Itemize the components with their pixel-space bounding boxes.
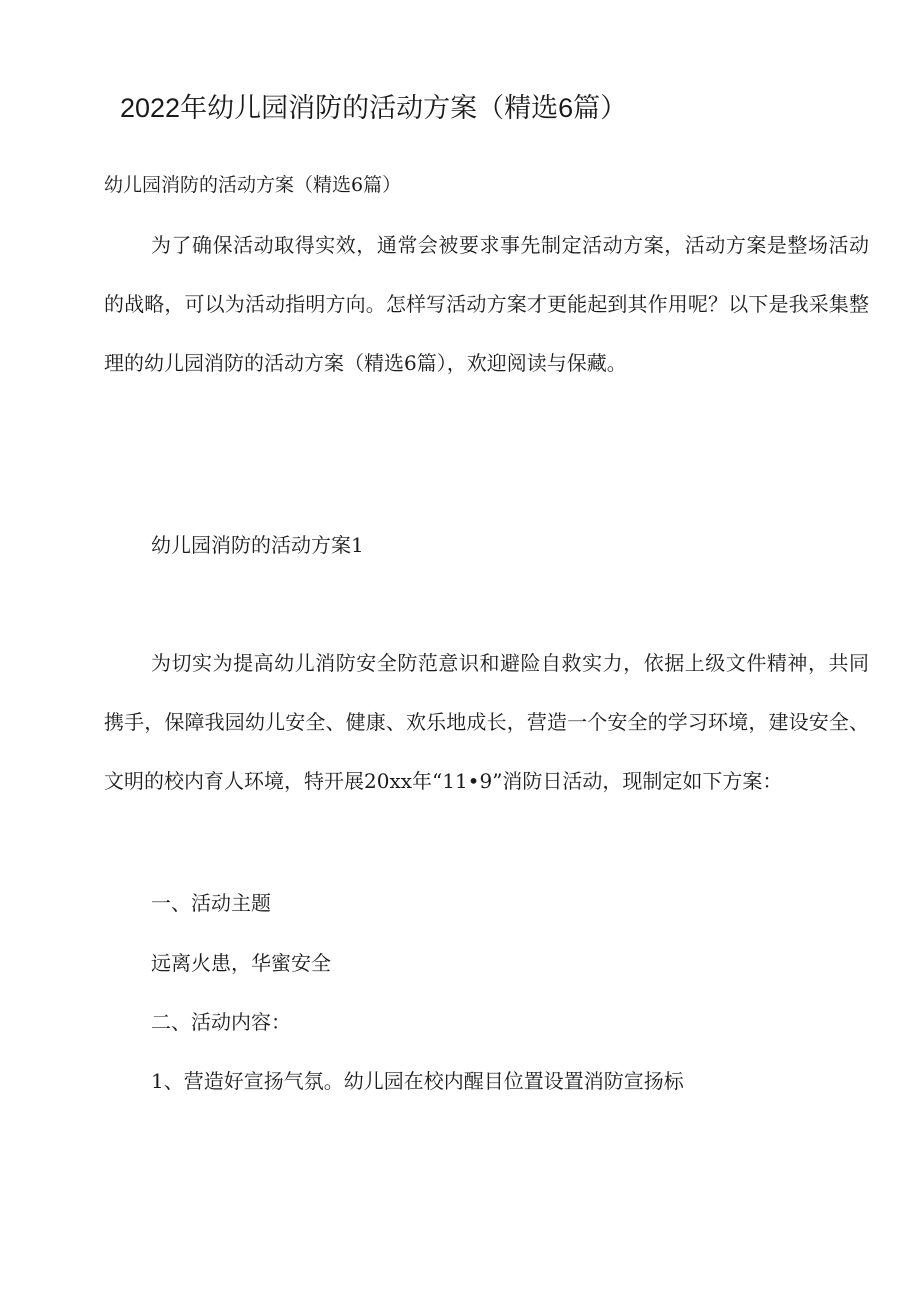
list-item: 1、营造好宣扬气氛。幼儿园在校内醒目位置设置消防宣扬标	[151, 1069, 684, 1093]
intro-paragraph: 为了确保活动取得实效，通常会被要求事先制定活动方案，活动方案是整场活动的战略，可以为活动指明方向。怎样写活动方案才更能起到其作用呢？以下是我采集整理的幼儿园消防的活动方案（精选6篇），欢迎阅读与保藏。	[104, 233, 869, 375]
activity-theme-text: 远离火患，华蜜安全	[151, 951, 331, 975]
document-title: 2022年幼儿园消防的活动方案（精选6篇）	[120, 93, 628, 123]
heading-activity-content: 二、活动内容：	[151, 1010, 291, 1034]
document-subtitle: 幼儿园消防的活动方案（精选6篇）	[104, 174, 402, 196]
section-title: 幼儿园消防的活动方案1	[151, 533, 364, 557]
body-paragraph: 为切实为提高幼儿消防安全防范意识和避险自救实力，依据上级文件精神，共同携手，保障我园幼儿安全、健康、欢乐地成长，营造一个安全的学习环境，建设安全、文明的校内育人环境，特开展20xx年“11•9”消防日活动，现制定如下方案：	[104, 651, 869, 793]
heading-activity-theme: 一、活动主题	[151, 891, 271, 915]
